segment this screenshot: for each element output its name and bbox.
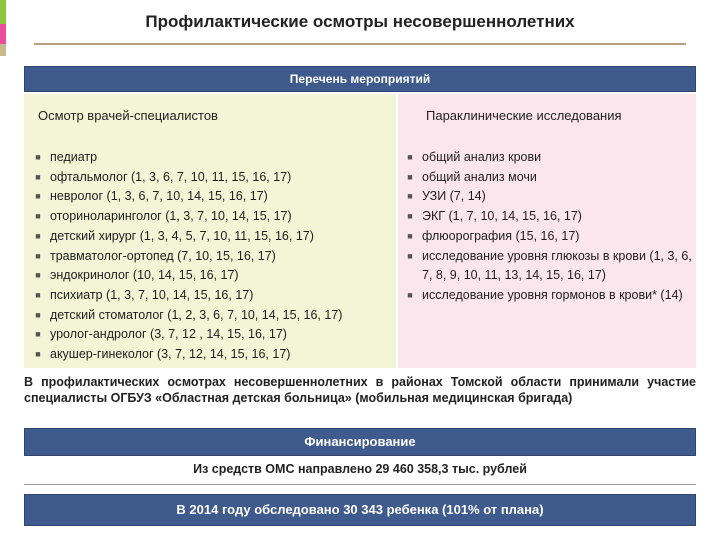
list-item-text: психиатр (1, 3, 7, 10, 14, 15, 16, 17) [50,287,254,302]
list-item-text: УЗИ (7, 14) [422,189,486,204]
list-item-text: травматолог-ортопед (7, 10, 15, 16, 17) [50,248,276,263]
bullet-icon: ■ [35,329,41,340]
bullet-icon: ■ [35,230,41,241]
list-item-text: офтальмолог (1, 3, 6, 7, 10, 11, 15, 16, 17) [50,169,292,184]
list-item [404,207,694,227]
list-item-text: флюорография (15, 16, 17) [422,228,580,243]
list-item-text: исследование уровня глюкозы в крови (1, 3, 6, 7, 8, 9, 10, 11, 13, 14, 15, 16, 17) [422,248,692,283]
list-header-bar: Перечень мероприятий [24,66,696,92]
paraclinical-heading: Параклинические исследования [426,108,622,123]
list-item-text: общий анализ мочи [422,169,537,184]
funding-header-bar: Финансирование [24,428,696,456]
bullet-icon: ■ [407,289,413,300]
list-item [404,187,694,207]
list-item [404,148,694,168]
funding-text: Из средств ОМС направлено 29 460 358,3 тыс. рублей [193,462,527,476]
bullet-icon: ■ [407,250,413,261]
list-item [32,227,392,247]
list-item-text: оториноларинголог (1, 3, 7, 10, 14, 15, 17) [50,209,292,224]
list-item [32,306,392,326]
participation-note: В профилактических осмотрах несовершеннолетних в районах Томской области принимали участие специалисты ОГБУЗ «Областная детская больница» (мобильная медицинская бригада) [24,375,696,405]
list-item [32,247,392,267]
list-item [32,148,392,168]
list-item [32,168,392,188]
bullet-icon: ■ [407,230,413,241]
list-item [32,187,392,207]
list-item [404,227,694,247]
specialists-panel [24,94,396,368]
list-item-text: детский хирург (1, 3, 4, 5, 7, 10, 11, 15, 16, 17) [50,228,314,243]
bullet-icon: ■ [35,191,41,202]
bullet-icon: ■ [35,309,41,320]
bullet-icon: ■ [35,171,41,182]
paraclinical-panel [398,94,696,368]
funding-divider [24,484,696,485]
list-item-text: эндокринолог (10, 14, 15, 16, 17) [50,268,239,283]
list-item-text: акушер-гинеколог (3, 7, 12, 14, 15, 16, 17) [50,347,291,362]
list-item-text: уролог-андролог (3, 7, 12 , 14, 15, 16, 17) [50,327,287,342]
paraclinical-list [404,148,694,306]
specialists-list [32,148,392,365]
bullet-icon: ■ [407,171,413,182]
bullet-icon: ■ [35,349,41,360]
list-item [32,207,392,227]
bullet-icon: ■ [35,250,41,261]
list-item [404,247,694,286]
bullet-icon: ■ [35,289,41,300]
total-examined-bar: В 2014 году обследовано 30 343 ребенка (101% от плана) [24,494,696,526]
list-item [404,286,694,306]
list-item [32,345,392,365]
list-item [32,266,392,286]
list-item [32,325,392,345]
list-item-text: невролог (1, 3, 6, 7, 10, 14, 15, 16, 17) [50,189,268,204]
page-title: Профилактические осмотры несовершеннолетних [145,12,575,31]
list-item-text: педиатр [50,150,98,164]
bullet-icon: ■ [35,152,41,162]
bullet-icon: ■ [35,211,41,222]
bullet-icon: ■ [407,211,413,222]
title-divider [34,43,686,45]
list-item [32,286,392,306]
specialists-heading: Осмотр врачей-специалистов [38,108,218,123]
bullet-icon: ■ [407,152,413,162]
list-item [404,168,694,188]
bullet-icon: ■ [407,191,413,202]
list-item-text: ЭКГ (1, 7, 10, 14, 15, 16, 17) [422,209,582,224]
bullet-icon: ■ [35,270,41,281]
list-item-text: общий анализ крови [422,150,542,164]
corner-accent-tan [0,44,6,56]
list-item-text: детский стоматолог (1, 2, 3, 6, 7, 10, 14, 15, 16, 17) [50,307,343,322]
list-item-text: исследование уровня гормонов в крови* (14) [422,287,683,302]
